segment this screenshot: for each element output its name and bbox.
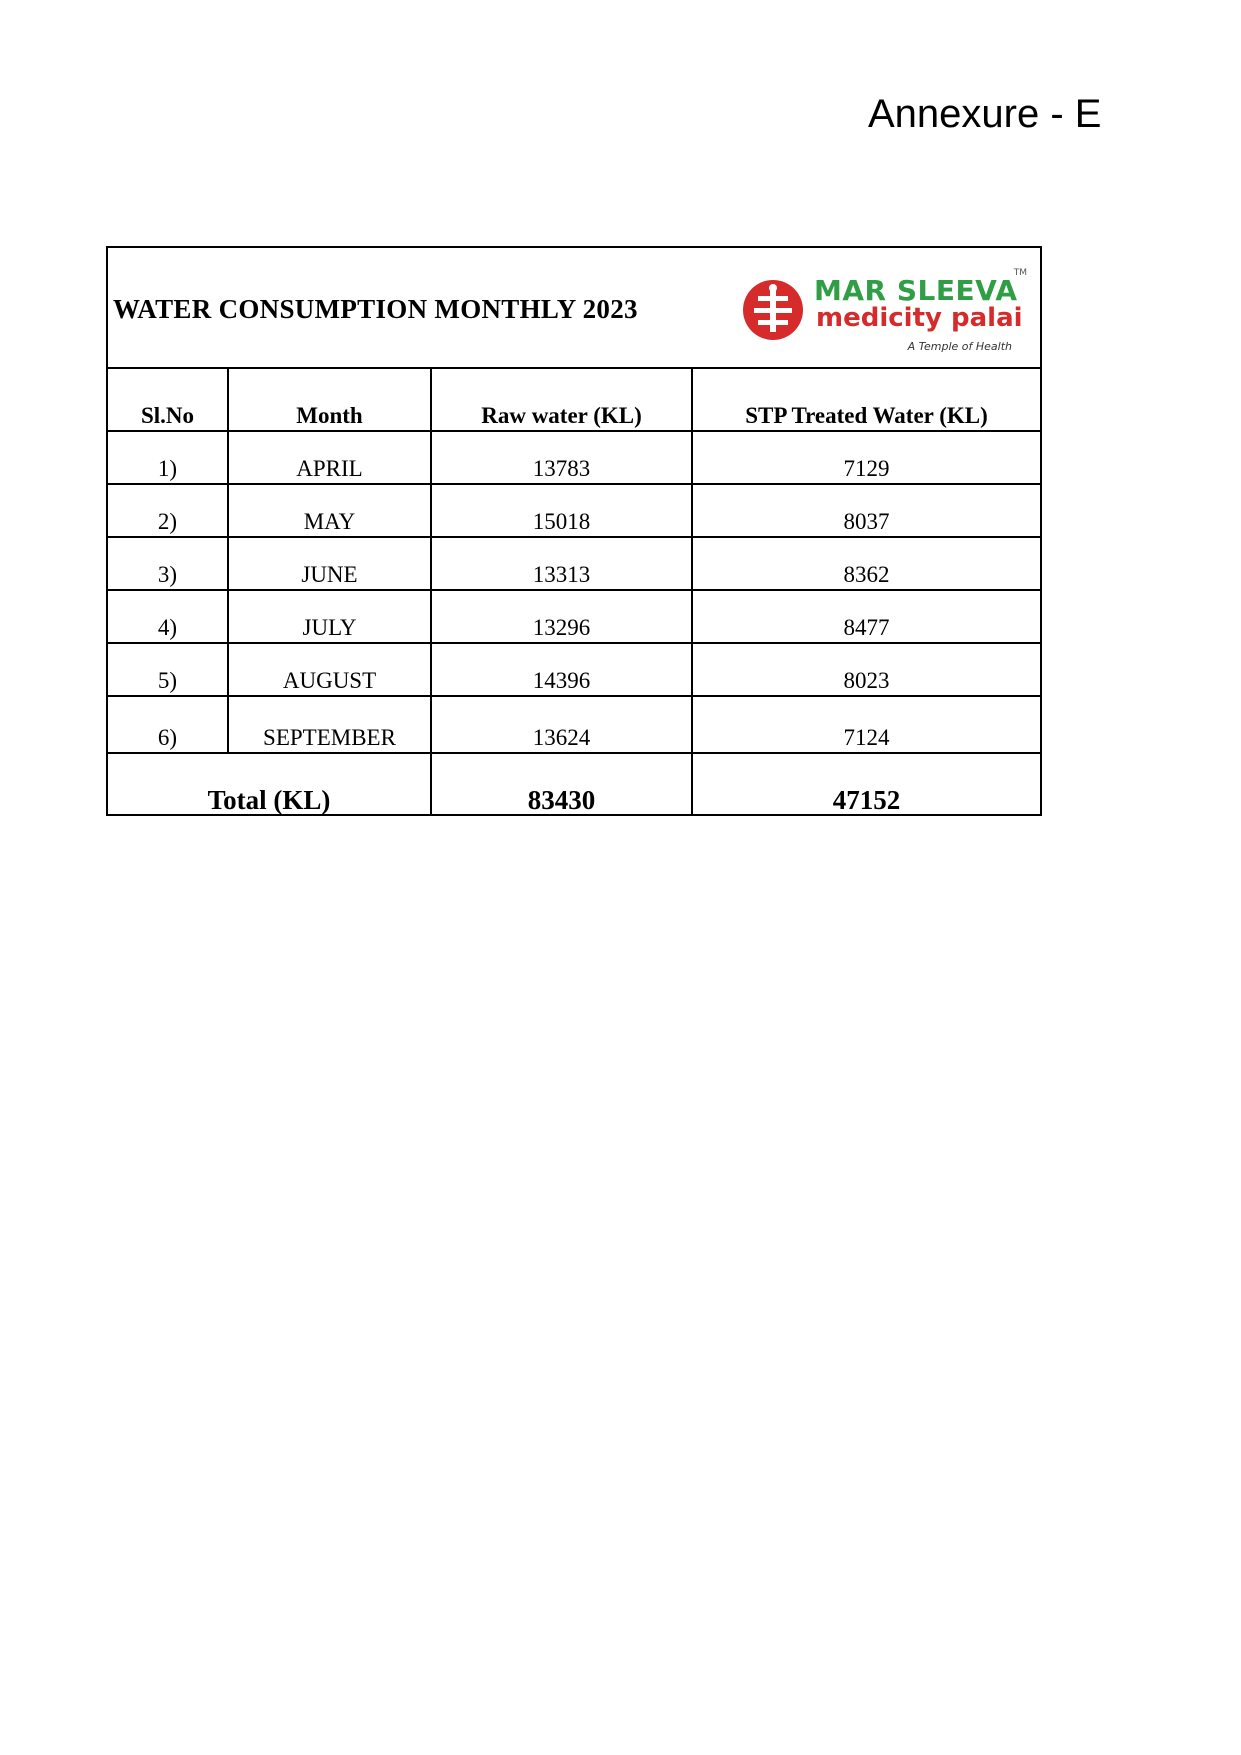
table-row [108,590,1040,643]
cross-emblem-icon [740,276,812,348]
header-slno: Sl.No [108,369,228,431]
cell-raw: 13313 [431,537,692,590]
consumption-table [108,369,1040,816]
cell-stp: 8477 [692,590,1040,643]
annexure-label: Annexure - E [868,92,1102,136]
cell-month: APRIL [228,431,431,484]
total-stp: 47152 [832,785,901,815]
cell-stp: 8037 [692,484,1040,537]
logo-tagline: A Temple of Health [907,340,1012,353]
logo-brand-text: MAR SLEEVA [814,274,1018,307]
cell-slno: 3) [108,537,228,590]
cell-stp: 8362 [692,537,1040,590]
table-row [108,537,1040,590]
cell-month: JULY [228,590,431,643]
cell-slno: 5) [108,643,228,696]
cell-slno: 2) [108,484,228,537]
total-row [108,753,1040,816]
cell-slno: 1) [108,431,228,484]
cell-month: MAY [228,484,431,537]
cell-stp: 8023 [692,643,1040,696]
table-title: WATER CONSUMPTION MONTHLY 2023 [113,294,638,324]
cell-slno: 4) [108,590,228,643]
cell-raw: 13624 [431,696,692,753]
table-row [108,484,1040,537]
cell-month: SEPTEMBER [228,696,431,753]
total-label: Total (KL) [108,753,431,816]
cell-raw: 14396 [431,643,692,696]
title-row [108,248,1040,369]
cell-raw: 13783 [431,431,692,484]
header-row [108,369,1040,431]
water-consumption-sheet [106,246,1042,816]
table-row [108,643,1040,696]
cell-month: AUGUST [228,643,431,696]
cell-slno: 6) [108,696,228,753]
total-raw: 83430 [431,753,692,816]
cell-raw: 15018 [431,484,692,537]
logo-sub-text: medicity palai [816,303,1023,333]
table-row [108,696,1040,753]
cell-raw: 13296 [431,590,692,643]
cell-stp: 7124 [692,696,1040,753]
hospital-logo [740,266,1032,358]
cell-stp: 7129 [692,431,1040,484]
logo-trademark: TM [1013,268,1027,278]
header-raw-water: Raw water (KL) [431,369,692,431]
cell-month: JUNE [228,537,431,590]
header-stp-water: STP Treated Water (KL) [692,369,1040,431]
header-month: Month [228,369,431,431]
table-row [108,431,1040,484]
